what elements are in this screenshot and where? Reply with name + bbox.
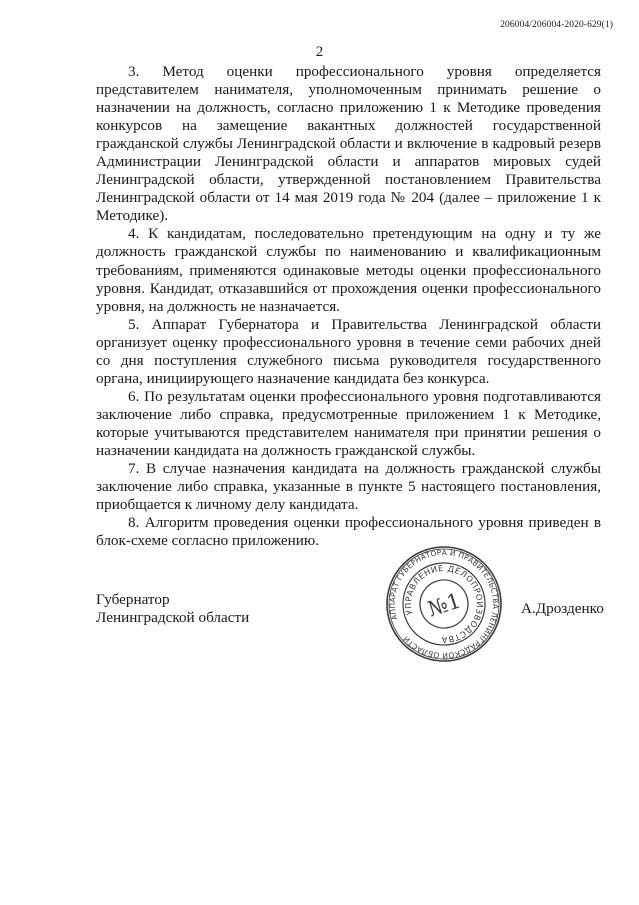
official-seal [384, 544, 504, 664]
paragraph-3: 3. Метод оценки профессионального уровня определяется представителем нанимателя, уполномоченным принимать решение о назначении на должность, согласно приложению 1 к Методике проведения конкурсов на замещение вакантных должностей государственной гражданской службы Ленинградской области и включение в кадровый резерв Администрации Ленинградской области и аппаратов мировых судей Ленинградской области, утвержденной постановлением Правительства Ленинградской области от 14 мая 2019 года № 204 (далее – приложение 1 к Методике). [96, 63, 601, 225]
seal-center-number: №1 [424, 588, 464, 622]
signature-block [96, 591, 249, 627]
document-id: 206004/206004-2020-629(1) [500, 20, 613, 30]
paragraph-7: 7. В случае назначения кандидата на должность гражданской службы заключение либо справка, указанные в пункте 5 настоящего постановления, приобщается к личному делу кандидата. [96, 460, 601, 514]
seal-graphic [384, 544, 504, 664]
paragraph-6: 6. По результатам оценки профессионального уровня подготавливаются заключение либо справка, предусмотренные приложением 1 к Методике, которые учитываются представителем нанимателя при принятии решения о назначении кандидата на должность гражданской службы. [96, 387, 601, 459]
signer-position-line2: Ленинградской области [96, 609, 250, 626]
signer-name: А.Дрозденко [521, 600, 604, 617]
paragraph-5: 5. Аппарат Губернатора и Правительства Ленинградской области организует оценку профессионального уровня в течение семи рабочих дней со дня поступления служебного письма руководителя государственного органа, инициирующего назначение кандидата без конкурса. [96, 315, 601, 387]
seal-outer-text: АППАРАТ ГУБЕРНАТОРА И ПРАВИТЕЛЬСТВА ЛЕНИНГРАДСКОЙ ОБЛАСТИ [387, 547, 501, 661]
paragraph-4: 4. К кандидатам, последовательно претендующим на одну и ту же должность гражданской службы по наименованию и квалификационным требованиям, применяются одинаковые методы оценки профессионального уровня. Кандидат, отказавшийся от прохождения оценки профессионального уровня, на должность не назначается. [96, 225, 601, 315]
page-number: 2 [315, 44, 324, 60]
document-body [96, 63, 601, 550]
signer-position-line1: Губернатор [96, 591, 170, 608]
paragraph-8: 8. Алгоритм проведения оценки профессионального уровня приведен в блок-схеме согласно приложению. [96, 514, 601, 550]
seal-inner-text: УПРАВЛЕНИЕ ДЕЛОПРОИЗВОДСТВА [402, 562, 486, 646]
